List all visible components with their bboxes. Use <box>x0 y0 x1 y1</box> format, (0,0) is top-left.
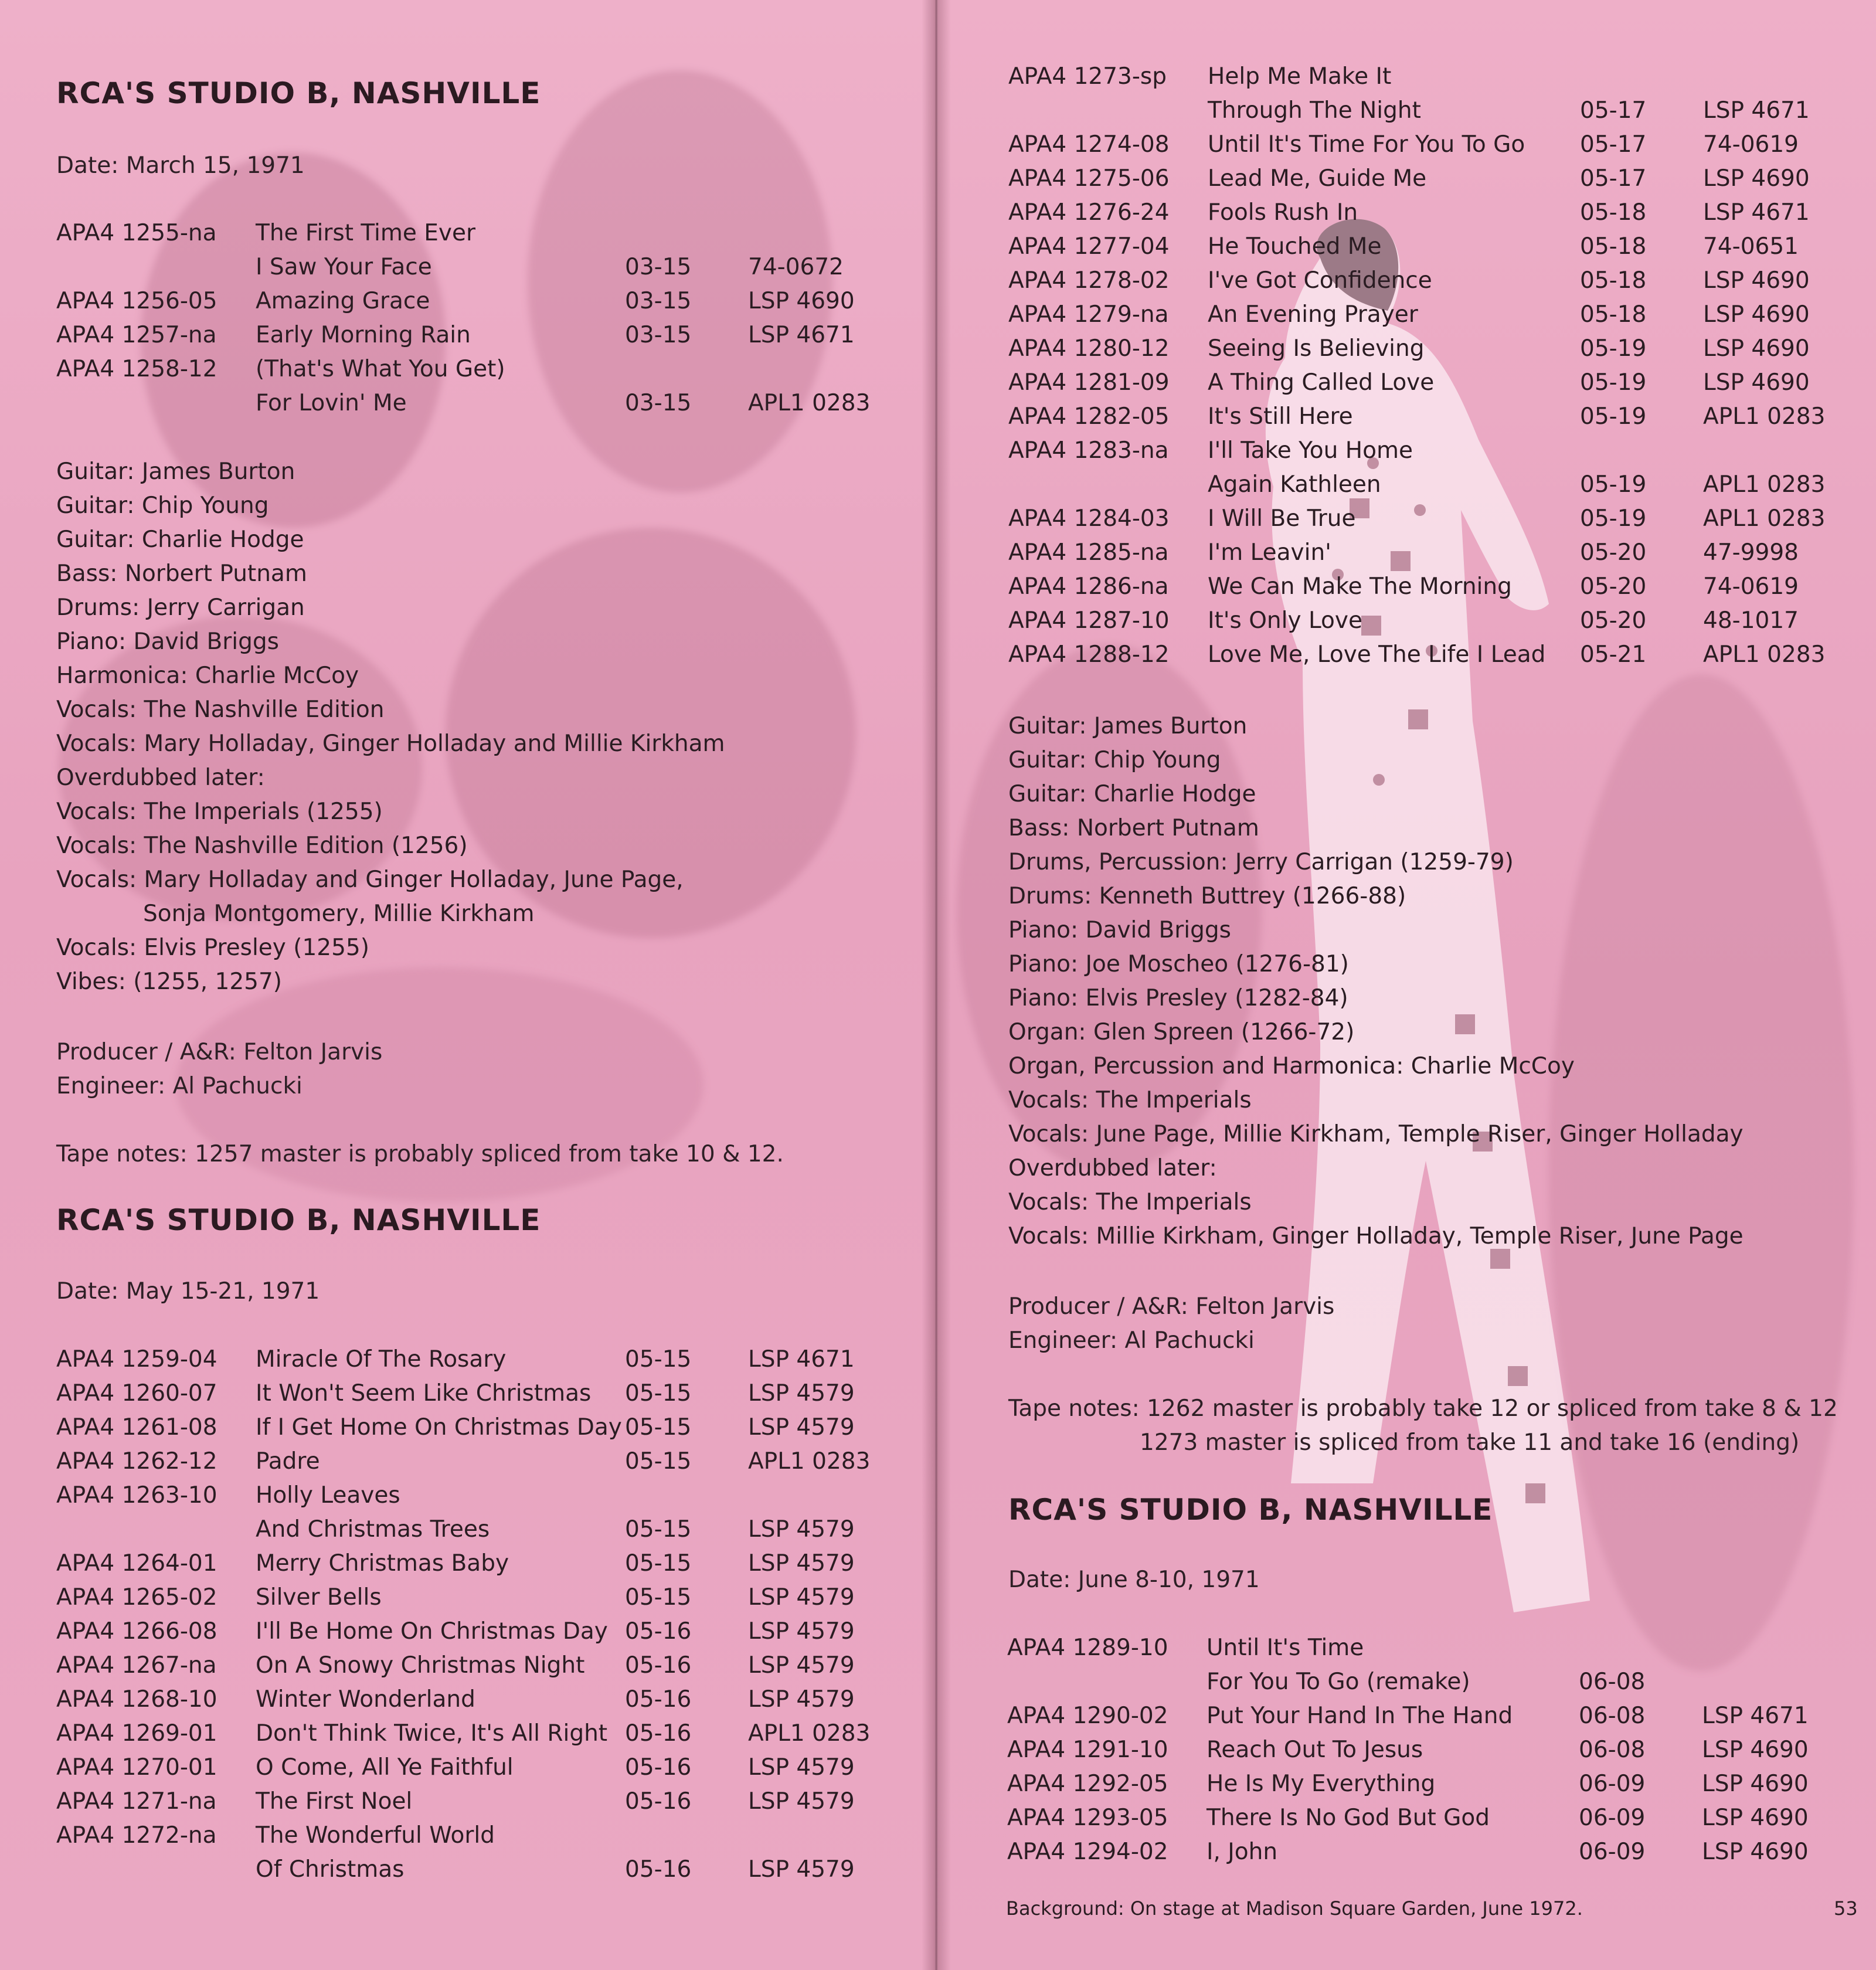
recording-date: 05-15 <box>625 1380 692 1407</box>
recording-date: 05-18 <box>1580 199 1647 226</box>
recording-date: 05-17 <box>1580 97 1647 124</box>
song-title: For Lovin' Me <box>256 390 407 416</box>
release-number: LSP 4579 <box>748 1516 855 1543</box>
recording-date: 05-19 <box>1580 505 1647 532</box>
matrix-number: APA4 1256-05 <box>56 288 217 314</box>
track-row <box>1008 335 1864 369</box>
track-row <box>56 1822 900 1856</box>
left-page <box>0 0 933 1970</box>
track-row <box>1008 63 1864 97</box>
song-title: Reach Out To Jesus <box>1207 1737 1423 1763</box>
recording-date: 05-16 <box>625 1720 692 1747</box>
personnel-line: Overdubbed later: <box>56 765 265 791</box>
matrix-number: APA4 1290-02 <box>1007 1703 1168 1729</box>
personnel-list <box>56 458 900 1010</box>
track-row <box>1008 641 1864 675</box>
track-row <box>56 220 900 254</box>
recording-date: 05-15 <box>625 1346 692 1373</box>
release-number: LSP 4690 <box>1702 1839 1809 1865</box>
engineer-credit: Engineer: Al Pachucki <box>56 1073 303 1099</box>
matrix-number: APA4 1291-10 <box>1007 1737 1168 1763</box>
release-number: LSP 4671 <box>748 1346 855 1373</box>
song-title: Again Kathleen <box>1208 471 1381 498</box>
engineer-credit: Engineer: Al Pachucki <box>1008 1327 1255 1354</box>
recording-date: 05-16 <box>625 1686 692 1713</box>
release-number: 74-0651 <box>1703 233 1799 260</box>
session-date: Date: May 15-21, 1971 <box>56 1278 320 1305</box>
song-title: O Come, All Ye Faithful <box>256 1754 514 1781</box>
matrix-number: APA4 1278-02 <box>1008 267 1170 294</box>
personnel-line: Overdubbed later: <box>1008 1155 1217 1181</box>
matrix-number: APA4 1269-01 <box>56 1720 217 1747</box>
matrix-number: APA4 1268-10 <box>56 1686 217 1713</box>
personnel-line: Vocals: Millie Kirkham, Ginger Holladay, Temple Riser, June Page <box>1008 1223 1744 1249</box>
song-title: Help Me Make It <box>1208 63 1392 90</box>
recording-date: 06-08 <box>1579 1737 1646 1763</box>
producer-credit: Producer / A&R: Felton Jarvis <box>1008 1293 1335 1320</box>
recording-date: 03-15 <box>625 322 692 348</box>
recording-date: 05-17 <box>1580 165 1647 192</box>
tape-notes: Tape notes: 1257 master is probably spliced from take 10 & 12. <box>56 1141 784 1167</box>
session-heading: RCA'S STUDIO B, NASHVILLE <box>1008 1493 1493 1527</box>
matrix-number: APA4 1277-04 <box>1008 233 1170 260</box>
release-number: APL1 0283 <box>748 1720 871 1747</box>
matrix-number: APA4 1258-12 <box>56 356 217 382</box>
track-row <box>1008 471 1864 505</box>
release-number: APL1 0283 <box>748 1448 871 1475</box>
song-title: It Won't Seem Like Christmas <box>256 1380 592 1407</box>
release-number: APL1 0283 <box>1703 641 1826 668</box>
recording-date: 05-15 <box>625 1550 692 1577</box>
track-row <box>1008 301 1864 335</box>
recording-date: 05-17 <box>1580 131 1647 158</box>
recording-date: 05-20 <box>1580 607 1647 634</box>
personnel-line: Vocals: The Imperials <box>1008 1189 1252 1215</box>
song-title: It's Only Love <box>1208 607 1362 634</box>
track-row <box>56 288 900 322</box>
personnel-line: Guitar: Chip Young <box>56 492 269 519</box>
personnel-line: Guitar: James Burton <box>56 458 295 485</box>
song-title: The First Noel <box>256 1788 413 1815</box>
track-row <box>56 1856 900 1890</box>
recording-date: 05-20 <box>1580 573 1647 600</box>
release-number: LSP 4579 <box>748 1584 855 1611</box>
track-row <box>56 1584 900 1618</box>
song-title: Padre <box>256 1448 320 1475</box>
song-title: I'll Be Home On Christmas Day <box>256 1618 608 1645</box>
track-row <box>1008 233 1864 267</box>
recording-date: 05-19 <box>1580 471 1647 498</box>
matrix-number: APA4 1292-05 <box>1007 1771 1168 1797</box>
track-row <box>56 1618 900 1652</box>
personnel-line: Drums: Kenneth Buttrey (1266-88) <box>1008 883 1406 909</box>
personnel-line: Harmonica: Charlie McCoy <box>56 663 359 689</box>
song-title: I'll Take You Home <box>1208 437 1413 464</box>
personnel-line: Vocals: Mary Holladay, Ginger Holladay and Millie Kirkham <box>56 731 725 757</box>
matrix-number: APA4 1294-02 <box>1007 1839 1168 1865</box>
track-table <box>1007 1635 1863 1875</box>
personnel-line: Guitar: Charlie Hodge <box>56 527 304 553</box>
song-title: It's Still Here <box>1208 403 1353 430</box>
personnel-line: Vocals: June Page, Millie Kirkham, Temple Riser, Ginger Holladay <box>1008 1121 1744 1147</box>
song-title: I've Got Confidence <box>1208 267 1432 294</box>
matrix-number: APA4 1293-05 <box>1007 1805 1168 1831</box>
matrix-number: APA4 1286-na <box>1008 573 1169 600</box>
book-gutter <box>922 0 951 1970</box>
matrix-number: APA4 1288-12 <box>1008 641 1170 668</box>
personnel-line: Guitar: James Burton <box>1008 713 1248 739</box>
track-row <box>1008 607 1864 641</box>
song-title: He Touched Me <box>1208 233 1382 260</box>
song-title: We Can Make The Morning <box>1208 573 1512 600</box>
song-title: I Will Be True <box>1208 505 1356 532</box>
song-title: An Evening Prayer <box>1208 301 1418 328</box>
tape-notes-continued: 1273 master is spliced from take 11 and take 16 (ending) <box>1140 1429 1800 1456</box>
recording-date: 05-20 <box>1580 539 1647 566</box>
personnel-line: Piano: David Briggs <box>56 629 279 655</box>
release-number: 48-1017 <box>1703 607 1799 634</box>
song-title: Until It's Time For You To Go <box>1208 131 1525 158</box>
release-number: 74-0619 <box>1703 131 1799 158</box>
personnel-line: Vocals: Elvis Presley (1255) <box>56 935 369 961</box>
right-page <box>933 0 1876 1970</box>
personnel-line: Guitar: Chip Young <box>1008 747 1221 773</box>
track-row <box>1008 199 1864 233</box>
track-table <box>56 220 900 425</box>
release-number: APL1 0283 <box>1703 471 1826 498</box>
track-row <box>56 390 900 424</box>
track-row <box>1007 1635 1863 1669</box>
producer-credit: Producer / A&R: Felton Jarvis <box>56 1039 383 1065</box>
track-row <box>1008 573 1864 607</box>
recording-date: 05-19 <box>1580 335 1647 362</box>
song-title: Until It's Time <box>1207 1635 1364 1661</box>
track-row <box>1008 403 1864 437</box>
song-title: Silver Bells <box>256 1584 382 1611</box>
personnel-line: Vibes: (1255, 1257) <box>56 969 282 995</box>
release-number: APL1 0283 <box>1703 403 1826 430</box>
song-title: He Is My Everything <box>1207 1771 1436 1797</box>
release-number: LSP 4690 <box>1703 335 1810 362</box>
song-title: I Saw Your Face <box>256 254 432 280</box>
release-number: LSP 4690 <box>1703 369 1810 396</box>
song-title: On A Snowy Christmas Night <box>256 1652 585 1679</box>
release-number: LSP 4690 <box>1703 267 1810 294</box>
matrix-number: APA4 1279-na <box>1008 301 1169 328</box>
release-number: LSP 4671 <box>1703 97 1810 124</box>
song-title: Miracle Of The Rosary <box>256 1346 507 1373</box>
recording-date: 03-15 <box>625 288 692 314</box>
release-number: 47-9998 <box>1703 539 1799 566</box>
tape-notes: Tape notes: 1262 master is probably take 12 or spliced from take 8 & 12 <box>1008 1395 1838 1422</box>
recording-date: 03-15 <box>625 254 692 280</box>
session-date: Date: June 8-10, 1971 <box>1008 1567 1260 1593</box>
track-row <box>1008 369 1864 403</box>
release-number: 74-0619 <box>1703 573 1799 600</box>
track-row <box>56 1346 900 1380</box>
release-number: APL1 0283 <box>1703 505 1826 532</box>
personnel-line: Vocals: The Imperials (1255) <box>56 799 383 825</box>
personnel-line: Sonja Montgomery, Millie Kirkham <box>143 901 535 927</box>
release-number: LSP 4579 <box>748 1618 855 1645</box>
song-title: Through The Night <box>1208 97 1421 124</box>
matrix-number: APA4 1270-01 <box>56 1754 217 1781</box>
release-number: LSP 4579 <box>748 1754 855 1781</box>
session-heading: RCA'S STUDIO B, NASHVILLE <box>56 1203 541 1237</box>
track-row <box>56 1414 900 1448</box>
matrix-number: APA4 1282-05 <box>1008 403 1170 430</box>
track-row <box>56 1516 900 1550</box>
matrix-number: APA4 1267-na <box>56 1652 217 1679</box>
matrix-number: APA4 1255-na <box>56 220 217 246</box>
release-number: LSP 4690 <box>1702 1771 1809 1797</box>
personnel-line: Drums, Percussion: Jerry Carrigan (1259-79) <box>1008 849 1514 875</box>
track-row <box>1007 1839 1863 1873</box>
track-row <box>1008 539 1864 573</box>
track-row <box>1007 1669 1863 1703</box>
recording-date: 05-16 <box>625 1788 692 1815</box>
session-date: Date: March 15, 1971 <box>56 152 305 179</box>
release-number: LSP 4671 <box>1703 199 1810 226</box>
track-row <box>56 322 900 356</box>
personnel-line: Vocals: Mary Holladay and Ginger Holladay, June Page, <box>56 867 684 893</box>
recording-date: 05-16 <box>625 1856 692 1883</box>
recording-date: 05-18 <box>1580 301 1647 328</box>
song-title: The Wonderful World <box>256 1822 495 1849</box>
matrix-number: APA4 1283-na <box>1008 437 1169 464</box>
song-title: Love Me, Love The Life I Lead <box>1208 641 1546 668</box>
photo-caption: Background: On stage at Madison Square Garden, June 1972. <box>1006 1897 1583 1920</box>
recording-date: 06-09 <box>1579 1839 1646 1865</box>
track-row <box>56 1754 900 1788</box>
track-table <box>1008 63 1864 679</box>
song-title: Amazing Grace <box>256 288 430 314</box>
track-row <box>56 1652 900 1686</box>
recording-date: 06-08 <box>1579 1703 1646 1729</box>
release-number: LSP 4690 <box>748 288 855 314</box>
session-heading: RCA'S STUDIO B, NASHVILLE <box>56 76 541 110</box>
release-number: LSP 4579 <box>748 1414 855 1441</box>
song-title: Lead Me, Guide Me <box>1208 165 1427 192</box>
recording-date: 05-15 <box>625 1448 692 1475</box>
matrix-number: APA4 1261-08 <box>56 1414 217 1441</box>
release-number: LSP 4579 <box>748 1652 855 1679</box>
song-title: Merry Christmas Baby <box>256 1550 509 1577</box>
song-title: Fools Rush In <box>1208 199 1358 226</box>
recording-date: 05-15 <box>625 1584 692 1611</box>
track-row <box>1008 97 1864 131</box>
song-title: (That's What You Get) <box>256 356 505 382</box>
personnel-line: Organ: Glen Spreen (1266-72) <box>1008 1019 1355 1045</box>
track-row <box>56 1380 900 1414</box>
personnel-line: Vocals: The Nashville Edition <box>56 697 385 723</box>
matrix-number: APA4 1264-01 <box>56 1550 217 1577</box>
track-row <box>1008 267 1864 301</box>
song-title: And Christmas Trees <box>256 1516 490 1543</box>
song-title: If I Get Home On Christmas Day <box>256 1414 622 1441</box>
recording-date: 05-18 <box>1580 233 1647 260</box>
song-title: Of Christmas <box>256 1856 405 1883</box>
track-row <box>1007 1737 1863 1771</box>
personnel-line: Piano: Joe Moscheo (1276-81) <box>1008 951 1349 977</box>
song-title: Early Morning Rain <box>256 322 471 348</box>
recording-date: 05-16 <box>625 1754 692 1781</box>
release-number: LSP 4671 <box>748 322 855 348</box>
recording-date: 05-16 <box>625 1652 692 1679</box>
track-row <box>1007 1805 1863 1839</box>
personnel-line: Piano: David Briggs <box>1008 917 1231 943</box>
release-number: LSP 4579 <box>748 1686 855 1713</box>
matrix-number: APA4 1266-08 <box>56 1618 217 1645</box>
release-number: 74-0672 <box>748 254 844 280</box>
release-number: LSP 4579 <box>748 1380 855 1407</box>
personnel-list <box>1008 713 1864 1264</box>
song-title: A Thing Called Love <box>1208 369 1435 396</box>
recording-date: 06-09 <box>1579 1805 1646 1831</box>
track-table <box>56 1346 900 1891</box>
personnel-line: Bass: Norbert Putnam <box>1008 815 1259 841</box>
song-title: Put Your Hand In The Hand <box>1207 1703 1513 1729</box>
release-number: LSP 4671 <box>1702 1703 1809 1729</box>
recording-date: 05-19 <box>1580 403 1647 430</box>
song-title: The First Time Ever <box>256 220 475 246</box>
recording-date: 05-21 <box>1580 641 1647 668</box>
personnel-line: Vocals: The Nashville Edition (1256) <box>56 833 468 859</box>
track-row <box>1008 505 1864 539</box>
matrix-number: APA4 1276-24 <box>1008 199 1170 226</box>
matrix-number: APA4 1280-12 <box>1008 335 1170 362</box>
release-number: LSP 4690 <box>1702 1737 1809 1763</box>
track-row <box>1007 1703 1863 1737</box>
release-number: LSP 4579 <box>748 1856 855 1883</box>
track-row <box>1008 131 1864 165</box>
song-title: Winter Wonderland <box>256 1686 475 1713</box>
release-number: LSP 4690 <box>1703 165 1810 192</box>
matrix-number: APA4 1262-12 <box>56 1448 217 1475</box>
matrix-number: APA4 1263-10 <box>56 1482 217 1509</box>
matrix-number: APA4 1273-sp <box>1008 63 1167 90</box>
song-title: Holly Leaves <box>256 1482 400 1509</box>
release-number: APL1 0283 <box>748 390 871 416</box>
personnel-line: Guitar: Charlie Hodge <box>1008 781 1256 807</box>
song-title: I, John <box>1207 1839 1278 1865</box>
matrix-number: APA4 1284-03 <box>1008 505 1170 532</box>
matrix-number: APA4 1259-04 <box>56 1346 217 1373</box>
song-title: For You To Go (remake) <box>1207 1669 1470 1695</box>
track-row <box>56 1788 900 1822</box>
personnel-line: Drums: Jerry Carrigan <box>56 595 305 621</box>
song-title: There Is No God But God <box>1207 1805 1490 1831</box>
recording-date: 06-08 <box>1579 1669 1646 1695</box>
track-row <box>56 254 900 288</box>
matrix-number: APA4 1272-na <box>56 1822 217 1849</box>
personnel-line: Organ, Percussion and Harmonica: Charlie McCoy <box>1008 1053 1575 1079</box>
recording-date: 05-15 <box>625 1516 692 1543</box>
matrix-number: APA4 1257-na <box>56 322 217 348</box>
recording-date: 05-16 <box>625 1618 692 1645</box>
matrix-number: APA4 1265-02 <box>56 1584 217 1611</box>
track-row <box>56 1550 900 1584</box>
personnel-line: Vocals: The Imperials <box>1008 1087 1252 1113</box>
track-row <box>56 356 900 390</box>
track-row <box>1007 1771 1863 1805</box>
recording-date: 05-15 <box>625 1414 692 1441</box>
matrix-number: APA4 1287-10 <box>1008 607 1170 634</box>
track-row <box>1008 165 1864 199</box>
matrix-number: APA4 1275-06 <box>1008 165 1170 192</box>
track-row <box>1008 437 1864 471</box>
song-title: Don't Think Twice, It's All Right <box>256 1720 608 1747</box>
recording-date: 03-15 <box>625 390 692 416</box>
release-number: LSP 4579 <box>748 1788 855 1815</box>
release-number: LSP 4690 <box>1702 1805 1809 1831</box>
recording-date: 06-09 <box>1579 1771 1646 1797</box>
track-row <box>56 1448 900 1482</box>
recording-date: 05-19 <box>1580 369 1647 396</box>
matrix-number: APA4 1289-10 <box>1007 1635 1168 1661</box>
track-row <box>56 1482 900 1516</box>
track-row <box>56 1686 900 1720</box>
recording-date: 05-18 <box>1580 267 1647 294</box>
matrix-number: APA4 1271-na <box>56 1788 217 1815</box>
matrix-number: APA4 1281-09 <box>1008 369 1170 396</box>
personnel-line: Piano: Elvis Presley (1282-84) <box>1008 985 1348 1011</box>
matrix-number: APA4 1285-na <box>1008 539 1169 566</box>
matrix-number: APA4 1274-08 <box>1008 131 1170 158</box>
release-number: LSP 4579 <box>748 1550 855 1577</box>
personnel-line: Bass: Norbert Putnam <box>56 561 307 587</box>
page-number: 53 <box>1834 1897 1858 1920</box>
song-title: I'm Leavin' <box>1208 539 1331 566</box>
track-row <box>56 1720 900 1754</box>
song-title: Seeing Is Believing <box>1208 335 1425 362</box>
release-number: LSP 4690 <box>1703 301 1810 328</box>
matrix-number: APA4 1260-07 <box>56 1380 217 1407</box>
